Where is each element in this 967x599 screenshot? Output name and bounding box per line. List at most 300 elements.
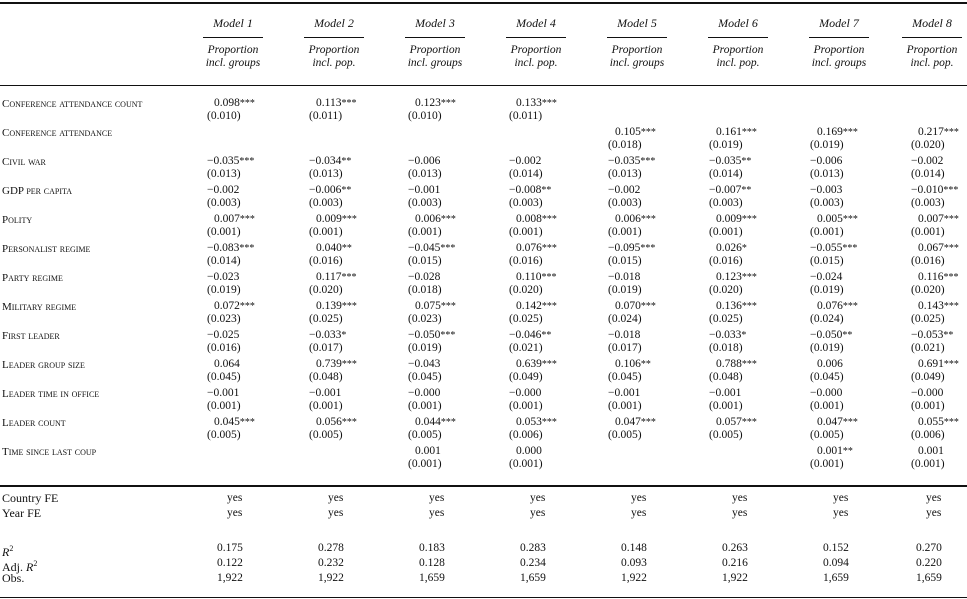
standard-error-cell: (0.003) [408, 197, 442, 209]
coefficient-cell: 0.076*** [817, 300, 858, 312]
coefficient-cell: 0.007*** [214, 213, 255, 225]
stat-value: 0.232 [318, 557, 344, 569]
coefficient-cell: 0.055*** [918, 416, 959, 428]
coefficient-cell: 0.098*** [214, 97, 255, 109]
significance-stars: *** [842, 127, 858, 138]
coefficient-cell: −0.046** [509, 329, 552, 341]
coefficient-cell: 0.739*** [316, 358, 357, 370]
coefficient-cell: −0.043 [408, 358, 441, 370]
significance-stars: *** [239, 98, 255, 109]
coefficient-cell: 0.106** [615, 358, 651, 370]
significance-stars: *** [842, 214, 858, 225]
significance-stars: * [341, 330, 347, 341]
standard-error-cell: (0.021) [509, 342, 543, 354]
standard-error-cell: (0.016) [709, 255, 743, 267]
model-header: Model 3 [415, 16, 455, 30]
model-subtitle: Proportion [712, 44, 764, 56]
standard-error-cell: (0.019) [608, 284, 642, 296]
variable-label: Military regime [2, 301, 77, 313]
standard-error-cell: (0.005) [207, 429, 241, 441]
r-symbol: R [2, 545, 10, 559]
standard-error-cell: (0.003) [810, 197, 844, 209]
fe-value: yes [631, 492, 647, 504]
standard-error-cell: (0.003) [911, 197, 945, 209]
coefficient-cell: 0.070*** [615, 300, 656, 312]
standard-error-cell: (0.019) [709, 139, 743, 151]
standard-error-cell: (0.001) [509, 226, 543, 238]
fe-value: yes [926, 492, 942, 504]
standard-error-cell: (0.019) [207, 284, 241, 296]
coefficient-cell: 0.116*** [918, 271, 959, 283]
standard-error-cell: (0.003) [608, 197, 642, 209]
significance-stars: ** [943, 330, 954, 341]
coefficient-cell: 0.053*** [516, 416, 557, 428]
coefficient-cell: 0.117*** [316, 271, 357, 283]
stat-value: 1,922 [621, 572, 647, 584]
coefficient-cell: 0.009*** [716, 213, 757, 225]
significance-stars: *** [640, 243, 656, 254]
stat-value: 0.175 [217, 542, 243, 554]
coefficient-cell: 0.001 [918, 445, 944, 457]
significance-stars: *** [640, 214, 656, 225]
variable-label: Leader group size [2, 359, 85, 371]
significance-stars: *** [541, 301, 557, 312]
significance-stars: *** [943, 272, 959, 283]
coefficient-cell: −0.034** [309, 155, 352, 167]
standard-error-cell: (0.013) [608, 168, 642, 180]
coefficient-cell: −0.002 [207, 184, 240, 196]
model-header: Model 7 [819, 16, 859, 30]
stat-value: 0.216 [722, 557, 748, 569]
fe-label: Country FE [2, 491, 59, 505]
model-header: Model 6 [718, 16, 758, 30]
significance-stars: *** [541, 417, 557, 428]
model-subtitle: Proportion [207, 44, 259, 56]
variable-label: First leader [2, 330, 60, 342]
significance-stars: ** [741, 185, 752, 196]
significance-stars: *** [741, 127, 757, 138]
stat-value: 1,922 [217, 572, 243, 584]
coefficient-cell: 0.005*** [817, 213, 858, 225]
standard-error-cell: (0.001) [608, 400, 642, 412]
coefficient-cell: −0.003 [810, 184, 843, 196]
significance-stars: *** [541, 98, 557, 109]
standard-error-cell: (0.020) [911, 139, 945, 151]
coefficient-cell: 0.006*** [415, 213, 456, 225]
standard-error-cell: (0.019) [810, 342, 844, 354]
standard-error-cell: (0.045) [207, 371, 241, 383]
standard-error-cell: (0.001) [709, 226, 743, 238]
coefficient-cell: −0.010*** [911, 184, 959, 196]
standard-error-cell: (0.025) [509, 313, 543, 325]
standard-error-cell: (0.016) [207, 342, 241, 354]
standard-error-cell: (0.001) [911, 400, 945, 412]
standard-error-cell: (0.001) [911, 458, 945, 470]
standard-error-cell: (0.001) [509, 400, 543, 412]
standard-error-cell: (0.048) [309, 371, 343, 383]
standard-error-cell: (0.045) [408, 371, 442, 383]
coefficient-cell: 0.072*** [214, 300, 255, 312]
stat-value: 0.220 [916, 557, 942, 569]
fe-value: yes [631, 507, 647, 519]
fe-label: Year FE [2, 506, 42, 520]
standard-error-cell: (0.016) [911, 255, 945, 267]
significance-stars: ** [741, 156, 752, 167]
coefficient-cell: −0.028 [408, 271, 441, 283]
significance-stars: *** [741, 417, 757, 428]
standard-error-cell: (0.014) [911, 168, 945, 180]
stat-value: 0.128 [419, 557, 445, 569]
coefficient-cell: 0.001 [415, 445, 441, 457]
standard-error-cell: (0.003) [509, 197, 543, 209]
significance-stars: *** [341, 359, 357, 370]
significance-stars: ** [341, 156, 352, 167]
standard-error-cell: (0.025) [911, 313, 945, 325]
stat-value: 1,659 [419, 572, 445, 584]
standard-error-cell: (0.025) [309, 313, 343, 325]
coefficient-cell: 0.057*** [716, 416, 757, 428]
coefficient-cell: −0.001 [309, 387, 342, 399]
variable-label: GDP per capita [2, 185, 73, 197]
coefficient-cell: −0.006 [810, 155, 843, 167]
significance-stars: *** [541, 243, 557, 254]
variable-label: Conference attendance count [2, 98, 143, 110]
standard-error-cell: (0.020) [509, 284, 543, 296]
significance-stars: *** [943, 214, 959, 225]
standard-error-cell: (0.024) [810, 313, 844, 325]
model-subtitle: incl. pop. [514, 57, 558, 69]
standard-error-cell: (0.020) [911, 284, 945, 296]
fe-value: yes [429, 492, 445, 504]
coefficient-cell: 0.044*** [415, 416, 456, 428]
standard-error-cell: (0.003) [709, 197, 743, 209]
standard-error-cell: (0.014) [207, 255, 241, 267]
fe-value: yes [227, 492, 243, 504]
standard-error-cell: (0.017) [309, 342, 343, 354]
significance-stars: ** [541, 330, 552, 341]
coefficient-cell: −0.000 [810, 387, 843, 399]
stat-value: 1,659 [823, 572, 849, 584]
standard-error-cell: (0.001) [810, 400, 844, 412]
significance-stars: *** [440, 214, 456, 225]
significance-stars: *** [640, 417, 656, 428]
significance-stars: *** [842, 301, 858, 312]
standard-error-cell: (0.019) [408, 342, 442, 354]
fe-value: yes [732, 492, 748, 504]
standard-error-cell: (0.005) [709, 429, 743, 441]
variable-label: Leader count [2, 417, 66, 429]
significance-stars: *** [741, 359, 757, 370]
fe-value: yes [926, 507, 942, 519]
model-subtitle: incl. groups [609, 57, 665, 69]
standard-error-cell: (0.017) [608, 342, 642, 354]
coefficient-cell: −0.002 [608, 184, 641, 196]
model-underline [809, 37, 869, 38]
standard-error-cell: (0.001) [207, 400, 241, 412]
coefficient-cell: −0.024 [810, 271, 843, 283]
significance-stars: * [741, 330, 747, 341]
coefficient-cell: 0.045*** [214, 416, 255, 428]
significance-stars: ** [541, 185, 552, 196]
coefficient-cell: −0.006** [309, 184, 352, 196]
coefficient-cell: 0.123*** [716, 271, 757, 283]
coefficient-cell: −0.095*** [608, 242, 656, 254]
significance-stars: *** [440, 417, 456, 428]
standard-error-cell: (0.005) [810, 429, 844, 441]
coefficient-cell: 0.009*** [316, 213, 357, 225]
standard-error-cell: (0.015) [608, 255, 642, 267]
significance-stars: *** [943, 359, 959, 370]
fe-value: yes [833, 492, 849, 504]
model-underline [708, 37, 768, 38]
fe-value: yes [732, 507, 748, 519]
standard-error-cell: (0.018) [709, 342, 743, 354]
standard-error-cell: (0.020) [709, 284, 743, 296]
coefficient-cell: 0.136*** [716, 300, 757, 312]
model-header: Model 8 [912, 16, 952, 30]
coefficient-cell: 0.075*** [415, 300, 456, 312]
coefficient-cell: −0.018 [608, 329, 641, 341]
coefficient-cell: −0.050*** [408, 329, 456, 341]
standard-error-cell: (0.019) [810, 139, 844, 151]
standard-error-cell: (0.015) [408, 255, 442, 267]
stat-value: 1,659 [520, 572, 546, 584]
coefficient-cell: −0.033* [309, 329, 347, 341]
standard-error-cell: (0.024) [608, 313, 642, 325]
variable-label: Polity [2, 214, 33, 226]
coefficient-cell: 0.133*** [516, 97, 557, 109]
standard-error-cell: (0.001) [408, 226, 442, 238]
coefficient-cell: 0.113*** [316, 97, 357, 109]
coefficient-cell: −0.001 [207, 387, 240, 399]
fe-value: yes [328, 507, 344, 519]
standard-error-cell: (0.016) [309, 255, 343, 267]
coefficient-cell: 0.040** [316, 242, 352, 254]
significance-stars: *** [239, 214, 255, 225]
significance-stars: ** [341, 185, 352, 196]
standard-error-cell: (0.005) [309, 429, 343, 441]
coefficient-cell: −0.083*** [207, 242, 255, 254]
significance-stars: *** [640, 127, 656, 138]
standard-error-cell: (0.014) [509, 168, 543, 180]
coefficient-cell: 0.143*** [918, 300, 959, 312]
coefficient-cell: −0.001 [408, 184, 441, 196]
coefficient-cell: 0.047*** [817, 416, 858, 428]
variable-label: Leader time in office [2, 388, 100, 400]
standard-error-cell: (0.023) [408, 313, 442, 325]
coefficient-cell: 0.001** [817, 445, 853, 457]
model-subtitle: incl. groups [407, 57, 463, 69]
standard-error-cell: (0.001) [309, 400, 343, 412]
significance-stars: *** [943, 127, 959, 138]
coefficient-cell: −0.002 [911, 155, 944, 167]
coefficient-cell: 0.142*** [516, 300, 557, 312]
coefficient-cell: −0.023 [207, 271, 240, 283]
stat-value: 1,922 [318, 572, 344, 584]
standard-error-cell: (0.013) [207, 168, 241, 180]
coefficient-cell: 0.008*** [516, 213, 557, 225]
coefficient-cell: −0.050** [810, 329, 853, 341]
fe-value: yes [227, 507, 243, 519]
standard-error-cell: (0.005) [408, 429, 442, 441]
model-underline [902, 37, 962, 38]
standard-error-cell: (0.003) [309, 197, 343, 209]
standard-error-cell: (0.001) [810, 458, 844, 470]
model-underline [304, 37, 364, 38]
significance-stars: *** [341, 417, 357, 428]
significance-stars: ** [842, 446, 853, 457]
coefficient-cell: 0.026* [716, 242, 747, 254]
significance-stars: *** [943, 417, 959, 428]
coefficient-cell: −0.002 [509, 155, 542, 167]
coefficient-cell: 0.076*** [516, 242, 557, 254]
bottom-rule [0, 597, 967, 598]
variable-label: Conference attendance [2, 127, 113, 139]
coefficient-cell: −0.053** [911, 329, 954, 341]
fe-value: yes [530, 492, 546, 504]
standard-error-cell: (0.049) [509, 371, 543, 383]
standard-error-cell: (0.001) [709, 400, 743, 412]
standard-error-cell: (0.011) [309, 110, 343, 122]
standard-error-cell: (0.015) [810, 255, 844, 267]
superscript: 2 [9, 544, 14, 553]
stat-value: 0.094 [823, 557, 849, 569]
model-subtitle: Proportion [611, 44, 663, 56]
coefficient-cell: 0.056*** [316, 416, 357, 428]
significance-stars: *** [541, 359, 557, 370]
significance-stars: *** [741, 301, 757, 312]
model-subtitle: Proportion [906, 44, 958, 56]
coefficient-cell: 0.161*** [716, 126, 757, 138]
standard-error-cell: (0.013) [810, 168, 844, 180]
stat-value: 0.093 [621, 557, 647, 569]
model-header: Model 4 [516, 16, 556, 30]
significance-stars: *** [640, 301, 656, 312]
model-subtitle: incl. pop. [910, 57, 954, 69]
significance-stars: *** [239, 156, 255, 167]
coefficient-cell: 0.217*** [918, 126, 959, 138]
fe-value: yes [530, 507, 546, 519]
model-subtitle: incl. groups [811, 57, 867, 69]
significance-stars: *** [640, 156, 656, 167]
standard-error-cell: (0.001) [509, 458, 543, 470]
standard-error-cell: (0.001) [810, 226, 844, 238]
stat-label: Adj. $R^2$ [2, 559, 38, 574]
coefficient-cell: −0.000 [911, 387, 944, 399]
significance-stars: *** [741, 214, 757, 225]
significance-stars: *** [943, 243, 959, 254]
standard-error-cell: (0.045) [810, 371, 844, 383]
coefficient-cell: −0.018 [608, 271, 641, 283]
standard-error-cell: (0.001) [911, 226, 945, 238]
coefficient-cell: −0.001 [608, 387, 641, 399]
coefficient-cell: −0.000 [408, 387, 441, 399]
standard-error-cell: (0.010) [408, 110, 442, 122]
fe-value: yes [833, 507, 849, 519]
model-underline [607, 37, 667, 38]
coefficient-cell: −0.006 [408, 155, 441, 167]
coefficient-cell: 0.110*** [516, 271, 557, 283]
significance-stars: *** [440, 243, 456, 254]
stat-value: 0.270 [916, 542, 942, 554]
model-underline [405, 37, 465, 38]
coefficient-cell: −0.007** [709, 184, 752, 196]
model-subtitle: incl. groups [205, 57, 261, 69]
coefficient-cell: 0.000 [516, 445, 542, 457]
standard-error-cell: (0.020) [309, 284, 343, 296]
top-rule [0, 2, 967, 4]
significance-stars: *** [440, 330, 456, 341]
coefficient-cell: 0.064 [214, 358, 240, 370]
standard-error-cell: (0.013) [408, 168, 442, 180]
significance-stars: *** [842, 243, 858, 254]
stat-value: 0.122 [217, 557, 243, 569]
standard-error-cell: (0.010) [207, 110, 241, 122]
coefficient-cell: 0.105*** [615, 126, 656, 138]
coefficient-cell: −0.008** [509, 184, 552, 196]
significance-stars: *** [239, 243, 255, 254]
significance-stars: *** [943, 185, 959, 196]
coefficient-cell: −0.035*** [608, 155, 656, 167]
model-subtitle: Proportion [308, 44, 360, 56]
coefficient-cell: 0.639*** [516, 358, 557, 370]
coefficient-cell: −0.001 [709, 387, 742, 399]
significance-stars: *** [541, 272, 557, 283]
model-subtitle: Proportion [813, 44, 865, 56]
r-symbol: R [26, 560, 34, 574]
standard-error-cell: (0.045) [608, 371, 642, 383]
model-subtitle: incl. pop. [312, 57, 356, 69]
model-underline [203, 37, 263, 38]
significance-stars: *** [239, 417, 255, 428]
significance-stars: ** [640, 359, 651, 370]
standard-error-cell: (0.025) [709, 313, 743, 325]
standard-error-cell: (0.006) [509, 429, 543, 441]
standard-error-cell: (0.018) [408, 284, 442, 296]
standard-error-cell: (0.001) [608, 226, 642, 238]
significance-stars: *** [741, 272, 757, 283]
stat-value: 0.148 [621, 542, 647, 554]
variable-label: Civil war [2, 156, 46, 168]
coefficient-cell: 0.139*** [316, 300, 357, 312]
stat-label: Obs. [2, 571, 25, 585]
standard-error-cell: (0.013) [309, 168, 343, 180]
fe-rule [0, 485, 967, 487]
stat-value: 0.263 [722, 542, 748, 554]
coefficient-cell: −0.045*** [408, 242, 456, 254]
stat-value: 0.278 [318, 542, 344, 554]
standard-error-cell: (0.021) [911, 342, 945, 354]
significance-stars: *** [341, 272, 357, 283]
significance-stars: *** [341, 214, 357, 225]
stat-value: 0.183 [419, 542, 445, 554]
standard-error-cell: (0.049) [911, 371, 945, 383]
model-header: Model 1 [213, 16, 253, 30]
superscript: 2 [33, 559, 38, 568]
coefficient-cell: 0.007*** [918, 213, 959, 225]
coefficient-cell: −0.035** [709, 155, 752, 167]
standard-error-cell: (0.003) [207, 197, 241, 209]
model-header: Model 5 [617, 16, 657, 30]
model-header: Model 2 [314, 16, 354, 30]
coefficient-cell: 0.006*** [615, 213, 656, 225]
standard-error-cell: (0.019) [810, 284, 844, 296]
standard-error-cell: (0.006) [911, 429, 945, 441]
standard-error-cell: (0.001) [309, 226, 343, 238]
variable-label: Party regime [2, 272, 63, 284]
standard-error-cell: (0.018) [608, 139, 642, 151]
coefficient-cell: 0.788*** [716, 358, 757, 370]
